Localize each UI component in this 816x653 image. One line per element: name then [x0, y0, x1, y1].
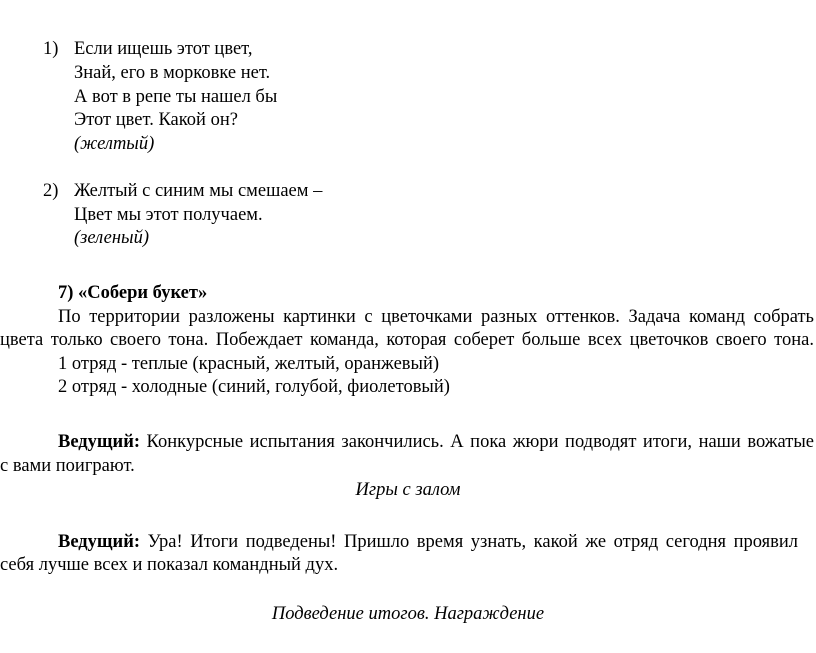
riddle-2-line-1: Желтый с синим мы смешаем –: [74, 181, 323, 201]
riddle-2-number: 2): [43, 181, 59, 201]
riddle-1-line-3: А вот в репе ты нашел бы: [74, 87, 278, 107]
riddle-2-answer: (зеленый): [74, 228, 149, 248]
games-note: Игры с залом: [355, 480, 461, 500]
riddle-1-answer: (желтый): [74, 134, 155, 154]
section-paragraph-line-2: цвета только своего тона. Побеждает команда, которая соберет больше всех цветочков своего тона.: [0, 330, 814, 350]
host-1-text: Конкурсные испытания закончились. А пока жюри подводят итоги, наши вожатые: [140, 432, 814, 452]
host-2-line-1: [58, 530, 798, 554]
host-2-label: Ведущий:: [58, 532, 141, 552]
riddle-1-number: 1): [43, 39, 59, 59]
host-2-text: Ура! Итоги подведены! Пришло время узнать, какой же отряд сегодня проявил: [140, 532, 798, 552]
closing-note: Подведение итогов. Награждение: [271, 604, 545, 624]
riddle-1-line-1: Если ищешь этот цвет,: [74, 39, 253, 59]
section-heading: 7) «Собери букет»: [58, 283, 208, 303]
team-1-description: 1 отряд - теплые (красный, желтый, оранжевый): [58, 354, 440, 374]
team-2-description: 2 отряд - холодные (синий, голубой, фиолетовый): [58, 377, 450, 397]
riddle-1-line-4: Этот цвет. Какой он?: [74, 110, 238, 130]
section-paragraph-line-1: По территории разложены картинки с цветочками разных оттенков. Задача команд собрать: [58, 307, 814, 327]
host-1-line-1: [58, 430, 814, 454]
host-2-line-2: себя лучше всех и показал командный дух.: [0, 555, 339, 575]
host-1-label: Ведущий:: [58, 432, 141, 452]
riddle-1-line-2: Знай, его в морковке нет.: [74, 63, 271, 83]
riddle-2-line-2: Цвет мы этот получаем.: [74, 205, 263, 225]
host-1-line-2: с вами поиграют.: [0, 456, 135, 476]
